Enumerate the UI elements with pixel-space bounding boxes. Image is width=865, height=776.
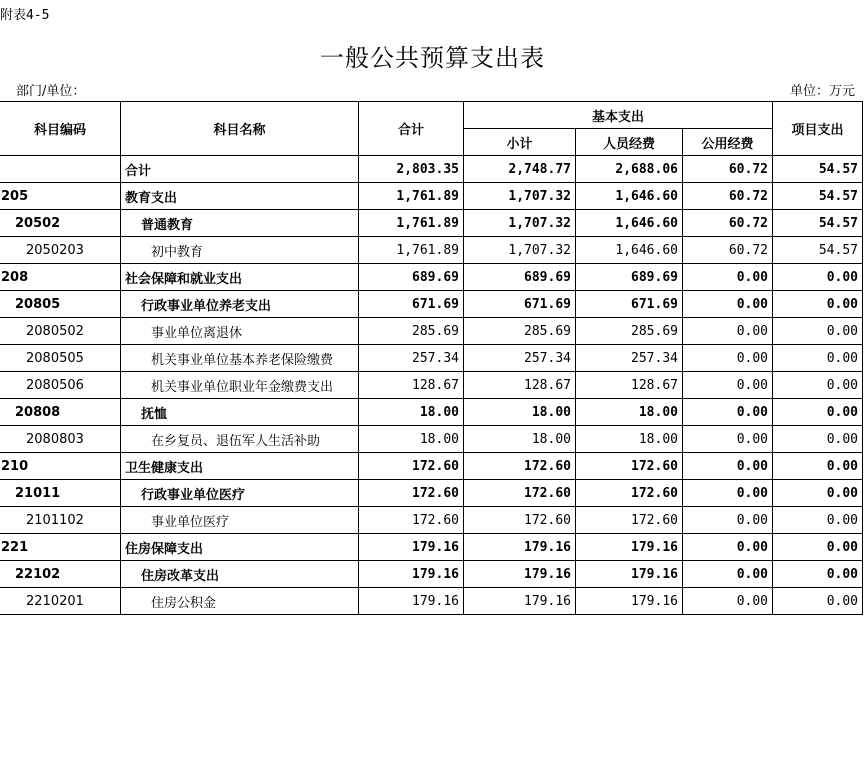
- name-cell: 事业单位医疗: [121, 507, 359, 534]
- table-row: [0, 453, 863, 480]
- table-row: [0, 507, 863, 534]
- public-cell: 0.00: [683, 372, 773, 399]
- public-cell: 0.00: [683, 264, 773, 291]
- name-cell: 合计: [121, 156, 359, 183]
- name-cell: 普通教育: [121, 210, 359, 237]
- name-cell: 卫生健康支出: [121, 453, 359, 480]
- total-cell: 1,761.89: [359, 183, 464, 210]
- project-cell: 54.57: [773, 210, 863, 237]
- public-cell: 0.00: [683, 291, 773, 318]
- project-cell: 0.00: [773, 453, 863, 480]
- public-cell: 0.00: [683, 318, 773, 345]
- subtotal-cell: 18.00: [464, 399, 576, 426]
- project-cell: 54.57: [773, 237, 863, 264]
- subtotal-cell: 179.16: [464, 588, 576, 615]
- table-row: [0, 318, 863, 345]
- header-project: 项目支出: [773, 102, 863, 156]
- name-cell: 行政事业单位养老支出: [121, 291, 359, 318]
- name-cell: 抚恤: [121, 399, 359, 426]
- table-row: [0, 291, 863, 318]
- public-cell: 60.72: [683, 156, 773, 183]
- table-row: [0, 372, 863, 399]
- attachment-label: 附表4-5: [0, 8, 50, 23]
- table-row: [0, 426, 863, 453]
- public-cell: 0.00: [683, 399, 773, 426]
- name-cell: 机关事业单位职业年金缴费支出: [121, 372, 359, 399]
- total-cell: 689.69: [359, 264, 464, 291]
- personnel-cell: 1,646.60: [576, 237, 683, 264]
- name-cell: 机关事业单位基本养老保险缴费: [121, 345, 359, 372]
- table-row: [0, 534, 863, 561]
- public-cell: 60.72: [683, 210, 773, 237]
- table-body: [0, 156, 863, 615]
- project-cell: 0.00: [773, 372, 863, 399]
- personnel-cell: 2,688.06: [576, 156, 683, 183]
- total-cell: 172.60: [359, 507, 464, 534]
- subtotal-cell: 671.69: [464, 291, 576, 318]
- subtotal-cell: 285.69: [464, 318, 576, 345]
- subtotal-cell: 128.67: [464, 372, 576, 399]
- total-cell: 1,761.89: [359, 210, 464, 237]
- header-total: 合计: [359, 102, 464, 156]
- code-cell: 205: [0, 183, 121, 210]
- project-cell: 0.00: [773, 507, 863, 534]
- name-cell: 社会保障和就业支出: [121, 264, 359, 291]
- public-cell: 60.72: [683, 183, 773, 210]
- total-cell: 2,803.35: [359, 156, 464, 183]
- subtotal-cell: 1,707.32: [464, 210, 576, 237]
- code-cell: 22102: [0, 561, 121, 588]
- header-basic: 基本支出: [464, 102, 773, 129]
- personnel-cell: 179.16: [576, 561, 683, 588]
- header-personnel: 人员经费: [576, 129, 683, 156]
- personnel-cell: 172.60: [576, 480, 683, 507]
- personnel-cell: 1,646.60: [576, 210, 683, 237]
- code-cell: [0, 156, 121, 183]
- table-row: [0, 237, 863, 264]
- budget-table: [0, 101, 863, 615]
- table-row: [0, 264, 863, 291]
- subtotal-cell: 172.60: [464, 480, 576, 507]
- personnel-cell: 18.00: [576, 399, 683, 426]
- code-cell: 221: [0, 534, 121, 561]
- project-cell: 0.00: [773, 426, 863, 453]
- total-cell: 128.67: [359, 372, 464, 399]
- department-label: 部门/单位：: [16, 84, 86, 99]
- name-cell: 初中教育: [121, 237, 359, 264]
- code-cell: 2050203: [0, 237, 121, 264]
- public-cell: 0.00: [683, 561, 773, 588]
- personnel-cell: 128.67: [576, 372, 683, 399]
- personnel-cell: 18.00: [576, 426, 683, 453]
- public-cell: 0.00: [683, 588, 773, 615]
- project-cell: 0.00: [773, 561, 863, 588]
- code-cell: 20808: [0, 399, 121, 426]
- public-cell: 60.72: [683, 237, 773, 264]
- code-cell: 2210201: [0, 588, 121, 615]
- subtotal-cell: 689.69: [464, 264, 576, 291]
- subtotal-cell: 18.00: [464, 426, 576, 453]
- subtotal-cell: 172.60: [464, 453, 576, 480]
- name-cell: 行政事业单位医疗: [121, 480, 359, 507]
- personnel-cell: 689.69: [576, 264, 683, 291]
- code-cell: 2080506: [0, 372, 121, 399]
- code-cell: 2080505: [0, 345, 121, 372]
- total-cell: 18.00: [359, 399, 464, 426]
- project-cell: 0.00: [773, 480, 863, 507]
- project-cell: 0.00: [773, 318, 863, 345]
- header-code: 科目编码: [0, 102, 121, 156]
- subtotal-cell: 179.16: [464, 561, 576, 588]
- table-row: [0, 561, 863, 588]
- personnel-cell: 179.16: [576, 588, 683, 615]
- total-cell: 179.16: [359, 588, 464, 615]
- unit-label: 单位：万元: [789, 84, 855, 99]
- public-cell: 0.00: [683, 426, 773, 453]
- project-cell: 0.00: [773, 534, 863, 561]
- total-cell: 18.00: [359, 426, 464, 453]
- code-cell: 2080803: [0, 426, 121, 453]
- page-title: 一般公共预算支出表: [320, 44, 545, 72]
- table-row: [0, 210, 863, 237]
- code-cell: 20805: [0, 291, 121, 318]
- code-cell: 210: [0, 453, 121, 480]
- code-cell: 208: [0, 264, 121, 291]
- code-cell: 20502: [0, 210, 121, 237]
- project-cell: 0.00: [773, 399, 863, 426]
- total-cell: 257.34: [359, 345, 464, 372]
- table-row: [0, 588, 863, 615]
- subtotal-cell: 179.16: [464, 534, 576, 561]
- name-cell: 住房保障支出: [121, 534, 359, 561]
- total-cell: 172.60: [359, 453, 464, 480]
- total-cell: 172.60: [359, 480, 464, 507]
- subtotal-cell: 2,748.77: [464, 156, 576, 183]
- code-cell: 21011: [0, 480, 121, 507]
- personnel-cell: 285.69: [576, 318, 683, 345]
- table-row: [0, 399, 863, 426]
- code-cell: 2101102: [0, 507, 121, 534]
- name-cell: 在乡复员、退伍军人生活补助: [121, 426, 359, 453]
- header-subtotal: 小计: [464, 129, 576, 156]
- total-cell: 1,761.89: [359, 237, 464, 264]
- personnel-cell: 671.69: [576, 291, 683, 318]
- name-cell: 住房公积金: [121, 588, 359, 615]
- project-cell: 0.00: [773, 588, 863, 615]
- code-cell: 2080502: [0, 318, 121, 345]
- project-cell: 54.57: [773, 183, 863, 210]
- total-cell: 179.16: [359, 561, 464, 588]
- public-cell: 0.00: [683, 480, 773, 507]
- project-cell: 0.00: [773, 291, 863, 318]
- total-cell: 285.69: [359, 318, 464, 345]
- table-header: [0, 102, 863, 156]
- personnel-cell: 257.34: [576, 345, 683, 372]
- total-cell: 179.16: [359, 534, 464, 561]
- table-row: [0, 183, 863, 210]
- table-row: [0, 156, 863, 183]
- personnel-cell: 172.60: [576, 507, 683, 534]
- name-cell: 事业单位离退休: [121, 318, 359, 345]
- table-row: [0, 480, 863, 507]
- public-cell: 0.00: [683, 453, 773, 480]
- header-public: 公用经费: [683, 129, 773, 156]
- public-cell: 0.00: [683, 534, 773, 561]
- subtotal-cell: 1,707.32: [464, 237, 576, 264]
- name-cell: 住房改革支出: [121, 561, 359, 588]
- project-cell: 0.00: [773, 345, 863, 372]
- personnel-cell: 172.60: [576, 453, 683, 480]
- total-cell: 671.69: [359, 291, 464, 318]
- project-cell: 54.57: [773, 156, 863, 183]
- subtotal-cell: 172.60: [464, 507, 576, 534]
- header-name: 科目名称: [121, 102, 359, 156]
- name-cell: 教育支出: [121, 183, 359, 210]
- personnel-cell: 1,646.60: [576, 183, 683, 210]
- public-cell: 0.00: [683, 345, 773, 372]
- personnel-cell: 179.16: [576, 534, 683, 561]
- subtotal-cell: 1,707.32: [464, 183, 576, 210]
- subtotal-cell: 257.34: [464, 345, 576, 372]
- project-cell: 0.00: [773, 264, 863, 291]
- public-cell: 0.00: [683, 507, 773, 534]
- table-row: [0, 345, 863, 372]
